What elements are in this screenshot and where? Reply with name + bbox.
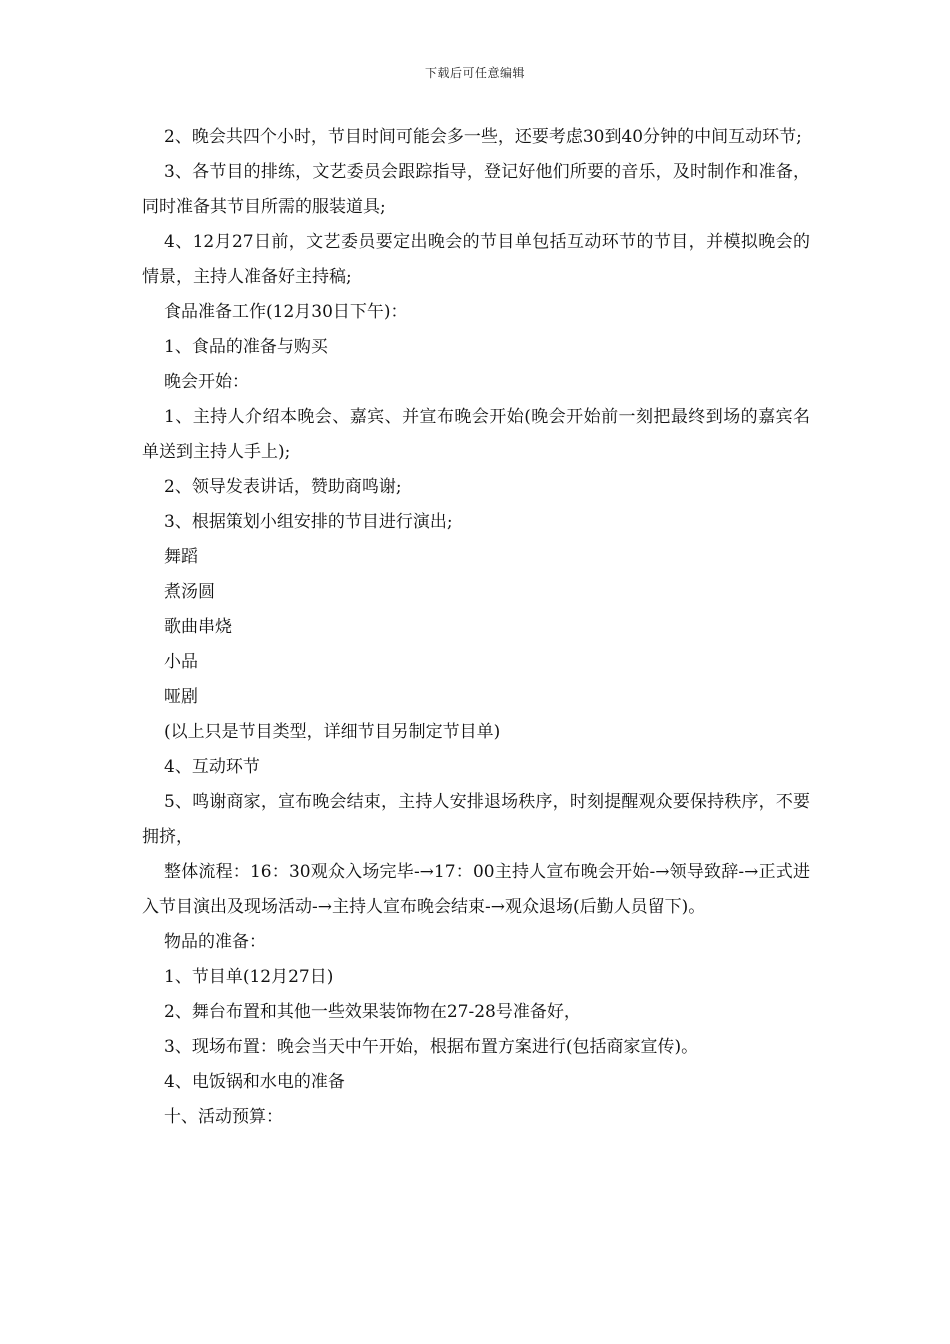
paragraph: 1、食品的准备与购买 [164, 337, 328, 357]
paragraph: 3、现场布置：晚会当天中午开始，根据布置方案进行(包括商家宣传)。 [164, 1037, 699, 1057]
document-body [142, 120, 810, 1135]
header-note: 下载后可任意编辑 [424, 66, 525, 80]
paragraph: 2、舞台布置和其他一些效果装饰物在27-28号准备好， [164, 1002, 581, 1022]
paragraph: 1、节目单(12月27日) [164, 967, 334, 987]
paragraph: 2、晚会共四个小时，节目时间可能会多一些，还要考虑30到40分钟的中间互动环节; [164, 127, 802, 147]
section-heading: 食品准备工作(12月30日下午)： [164, 302, 408, 322]
paragraph: 整体流程：16：30观众入场完毕-→17：00主持人宣布晚会开始-→领导致辞-→正式进入节目演出及现场活动-→主持人宣布晚会结束-→观众退场(后勤人员留下)。 [142, 862, 810, 917]
paragraph: 4、互动环节 [164, 757, 260, 777]
paragraph: 4、电饭锅和水电的准备 [164, 1072, 345, 1092]
section-heading: 十、活动预算： [164, 1107, 283, 1127]
paragraph: 1、主持人介绍本晚会、嘉宾、并宣布晚会开始(晚会开始前一刻把最终到场的嘉宾名单送到主持人手上); [142, 407, 810, 462]
program-item: 小品 [164, 652, 198, 672]
paragraph: 3、各节目的排练，文艺委员会跟踪指导，登记好他们所要的音乐，及时制作和准备，同时准备其节目所需的服装道具; [142, 162, 810, 217]
paragraph: (以上只是节目类型，详细节目另制定节目单) [164, 722, 501, 742]
section-heading: 晚会开始： [164, 372, 249, 392]
program-item: 舞蹈 [164, 547, 198, 567]
program-item: 哑剧 [164, 687, 198, 707]
paragraph: 4、12月27日前，文艺委员要定出晚会的节目单包括互动环节的节目，并模拟晚会的情景，主持人准备好主持稿; [142, 232, 810, 287]
paragraph: 3、根据策划小组安排的节目进行演出; [164, 512, 453, 532]
paragraph: 2、领导发表讲话，赞助商鸣谢; [164, 477, 402, 497]
section-heading: 物品的准备： [164, 932, 266, 952]
paragraph: 5、鸣谢商家，宣布晚会结束，主持人安排退场秩序，时刻提醒观众要保持秩序，不要拥挤， [142, 792, 810, 847]
program-item: 歌曲串烧 [164, 617, 232, 637]
program-item: 煮汤圆 [164, 582, 215, 602]
